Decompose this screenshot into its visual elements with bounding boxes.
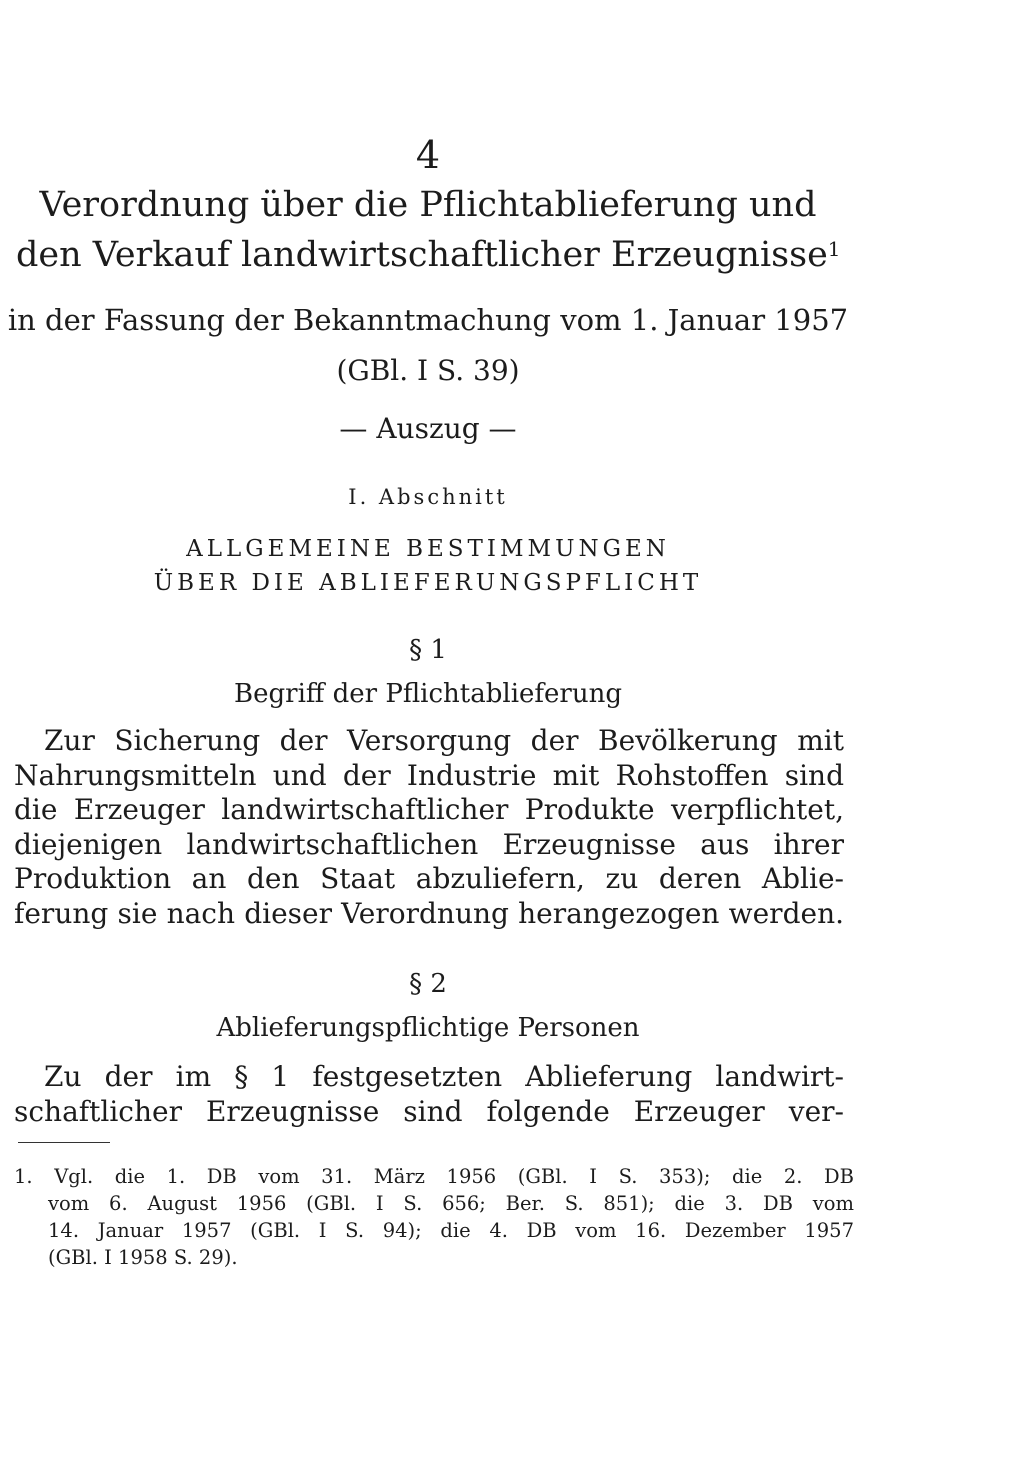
gazette-reference: (GBl. I S. 39) — [336, 354, 520, 387]
paragraph-1-line-6: ferung sie nach dieser Verordnung herangezogen werden. — [14, 896, 844, 930]
footnote-line-2: vom 6. August 1956 (GBl. I S. 656; Ber. S. 851); die 3. DB vom — [48, 1192, 854, 1215]
footnote — [14, 1163, 854, 1271]
footnote-line-1: 1. Vgl. die 1. DB vom 31. März 1956 (GBl. I S. 353); die 2. DB — [14, 1165, 854, 1188]
document-title — [16, 180, 840, 280]
section-heading-line-2: ÜBER DIE ABLIEFERUNGSPFLICHT — [153, 570, 703, 596]
footnote-line-4: (GBl. I 1958 S. 29). — [48, 1246, 238, 1269]
paragraph-1-line-1: Zur Sicherung der Versorgung der Bevölkerung mit — [44, 724, 844, 757]
section-heading — [0, 532, 856, 600]
section-label: I. Abschnitt — [348, 485, 508, 509]
paragraph-2-title: Ablieferungspflichtige Personen — [216, 1013, 640, 1043]
paragraph-1-line-5: Produktion an den Staat abzuliefern, zu deren Ablie- — [14, 862, 844, 895]
paragraph-1-line-2: Nahrungsmitteln und der Industrie mit Rohstoffen sind — [14, 758, 844, 792]
paragraph-2-sign: § 2 — [409, 969, 447, 999]
document-subtitle: in der Fassung der Bekanntmachung vom 1. Januar 1957 — [7, 303, 849, 337]
title-line-1: Verordnung über die Pflichtablieferung und — [39, 185, 817, 225]
excerpt-label: — Auszug — — [339, 412, 517, 445]
paragraph-2-body — [14, 1060, 844, 1129]
title-line-2 — [16, 230, 840, 280]
paragraph-1-sign: § 1 — [409, 635, 447, 665]
title-footnote-ref: 1 — [827, 237, 841, 261]
paragraph-2-line-1: Zu der im § 1 festgesetzten Ablieferung landwirt- — [44, 1060, 844, 1093]
paragraph-2-line-2: schaftlicher Erzeugnisse sind folgende Erzeuger ver- — [14, 1094, 844, 1128]
document-number: 4 — [415, 133, 441, 177]
paragraph-1-line-3: die Erzeuger landwirtschaftlicher Produkte verpflichtet, — [14, 793, 844, 826]
paragraph-1-body — [14, 724, 844, 931]
section-heading-line-1: ALLGEMEINE BESTIMMUNGEN — [186, 536, 670, 562]
title-line-2-text: den Verkauf landwirtschaftlicher Erzeugnisse — [16, 235, 828, 275]
paragraph-1-title: Begriff der Pflichtablieferung — [234, 679, 622, 709]
footnote-line-3: 14. Januar 1957 (GBl. I S. 94); die 4. DB vom 16. Dezember 1957 — [48, 1219, 854, 1242]
footnote-divider — [18, 1142, 110, 1143]
paragraph-1-line-4: diejenigen landwirtschaftlichen Erzeugnisse aus ihrer — [14, 827, 844, 861]
